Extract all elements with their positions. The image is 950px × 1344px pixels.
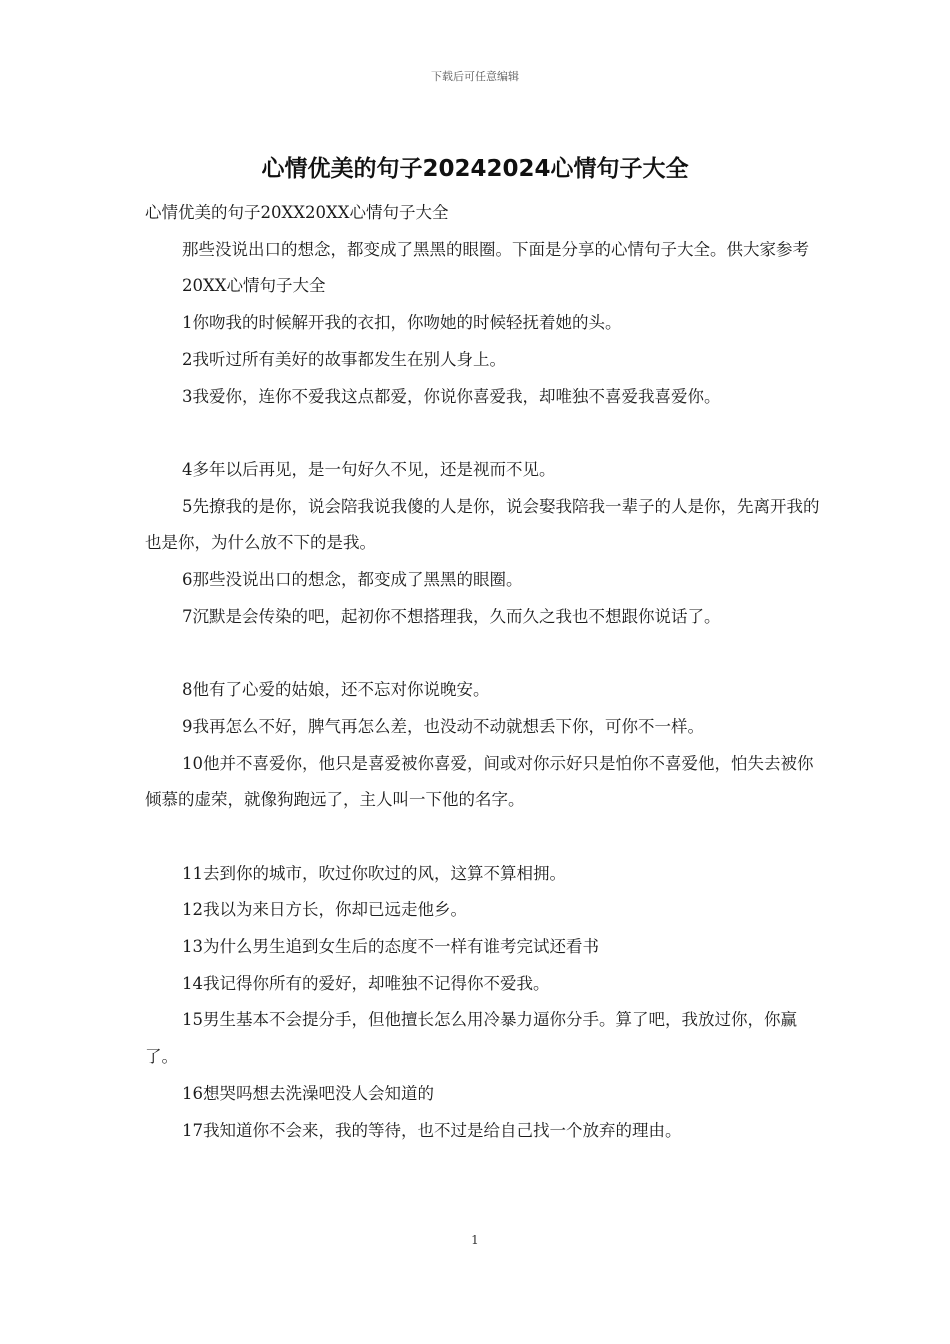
- sentence-item-1: 1你吻我的时候解开我的衣扣，你吻她的时候轻抚着她的头。: [182, 313, 622, 333]
- paragraph-spacer: [145, 819, 825, 856]
- section-heading: 20XX心情句子大全: [182, 276, 326, 296]
- sentence-item-5: 5先撩我的是你，说会陪我说我傻的人是你，说会娶我陪我一辈子的人是你，先离开我的也是你，为什么放不下的是我。: [145, 496, 820, 553]
- sentence-item-11: 11去到你的城市，吹过你吹过的风，这算不算相拥。: [182, 863, 566, 883]
- sentence-item-4: 4多年以后再见，是一句好久不见，还是视而不见。: [182, 459, 556, 479]
- sentence-item-14: 14我记得你所有的爱好，却唯独不记得你不爱我。: [182, 973, 550, 993]
- paragraph-spacer: [145, 635, 825, 672]
- sentence-item-16: 16想哭吗想去洗澡吧没人会知道的: [182, 1083, 434, 1103]
- paragraph-spacer: [145, 415, 825, 452]
- intro-paragraph: 那些没说出口的想念，都变成了黑黑的眼圈。下面是分享的心情句子大全。供大家参考: [182, 239, 809, 259]
- sentence-item-2: 2我听过所有美好的故事都发生在别人身上。: [182, 349, 506, 369]
- document-title: 心情优美的句子20242024心情句子大全: [261, 156, 689, 182]
- document-subtitle: 心情优美的句子20XX20XX心情句子大全: [145, 203, 449, 222]
- sentence-item-6: 6那些没说出口的想念，都变成了黑黑的眼圈。: [182, 570, 523, 590]
- sentence-item-12: 12我以为来日方长，你却已远走他乡。: [182, 900, 467, 920]
- page-header-note: 下载后可任意编辑: [431, 70, 519, 83]
- sentence-item-15: 15男生基本不会提分手，但他擅长怎么用冷暴力逼你分手。算了吧，我放过你，你赢了。: [145, 1010, 797, 1067]
- sentence-item-7: 7沉默是会传染的吧，起初你不想搭理我，久而久之我也不想跟你说话了。: [182, 606, 721, 626]
- sentence-item-3: 3我爱你，连你不爱我这点都爱，你说你喜爱我，却唯独不喜爱我喜爱你。: [182, 386, 721, 406]
- sentence-item-8: 8他有了心爱的姑娘，还不忘对你说晚安。: [182, 680, 490, 700]
- sentence-item-10: 10他并不喜爱你，他只是喜爱被你喜爱，间或对你示好只是怕你不喜爱他，怕失去被你倾慕的虚荣，就像狗跑远了，主人叫一下他的名字。: [145, 753, 814, 810]
- document-body: [145, 195, 825, 1149]
- sentence-item-17: 17我知道你不会来，我的等待，也不过是给自己找一个放弃的理由。: [182, 1120, 682, 1140]
- page-number: 1: [471, 1233, 479, 1247]
- sentence-item-9: 9我再怎么不好，脾气再怎么差，也没动不动就想丢下你，可你不一样。: [182, 716, 704, 736]
- sentence-item-13: 13为什么男生追到女生后的态度不一样有谁考完试还看书: [182, 937, 599, 957]
